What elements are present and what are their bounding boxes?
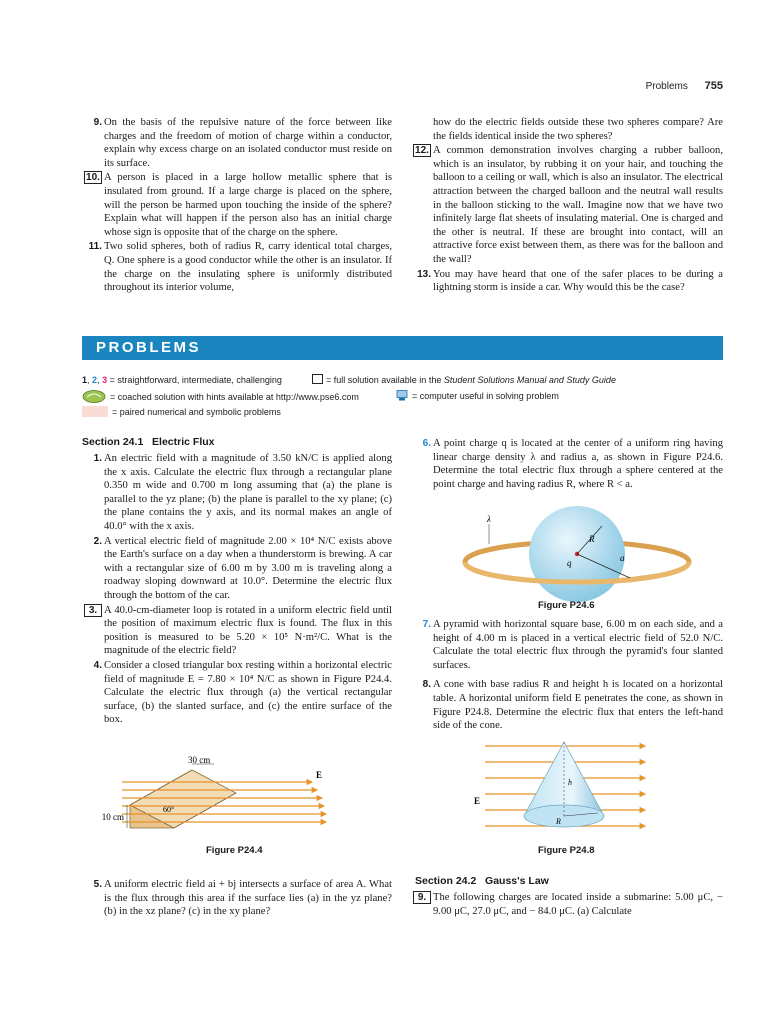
question-text: A common demonstration involves charging a rubber balloon, which is an insulator, by rubbing it on your hair, and touching the balloon to a ceiling or wall, which is also an insulator. The electrical attraction between the charged balloon and the neutral wall results in the balloon sticking to the wall. Imagine now that we have two infinitely large flat sheets of insulating material. One is charged and the other is neutral. If these are brought into contact, will an attractive force exist between them, as there was for the balloon and the wall? bbox=[433, 145, 723, 265]
section-24-1-heading: Section 24.1 Electric Flux bbox=[82, 436, 215, 448]
label-E: E bbox=[316, 770, 323, 780]
label-R: R bbox=[556, 817, 561, 826]
problem-5: 5. A uniform electric field ai + bj intersects a surface of area A. What is the flux through this area if the surface lies (a) in the yz plane? (b) in the xz plane? (c) in the xy plane? bbox=[93, 879, 392, 918]
page-header bbox=[646, 80, 723, 92]
figure-p24-6 bbox=[462, 512, 682, 602]
figure-p24-4 bbox=[101, 750, 352, 840]
problem-7: 7. A pyramid with horizontal square base, 6.00 m on each side, and a height of 4.00 m is placed in a vertical electric field of 52.0 N/C. Calculate the total electric flux through the pyramid's four slanted surfaces. bbox=[422, 619, 723, 671]
question-number: 10. bbox=[84, 171, 102, 184]
question-number: 13. bbox=[417, 268, 431, 280]
question-12 bbox=[411, 144, 723, 266]
question-9 bbox=[82, 116, 392, 170]
label-angle: 60° bbox=[163, 805, 175, 814]
problem-5-block bbox=[82, 878, 392, 920]
problems-right-column bbox=[411, 437, 723, 492]
web-coach-icon bbox=[82, 390, 106, 403]
question-text: On the basis of the repulsive nature of the force between like charges and the freedom of motion of charge within a conductor, explain why excess charge on an isolated conductor must reside on its surface. bbox=[104, 117, 392, 169]
problem-9: 9. The following charges are located inside a submarine: 5.00 μC, − 9.00 μC, 27.0 μC, and − 84.0 μC. (a) Calculate bbox=[411, 891, 723, 918]
header-section: Problems bbox=[645, 81, 688, 92]
label-10cm: 10 cm bbox=[101, 812, 124, 822]
problem-2: 2. A vertical electric field of magnitude 2.00 × 10⁴ N/C exists above the Earth's surface on a day when a thunderstorm is brewing. A car with a rectangular size of 6.00 m by 3.00 m is traveling along a roadway sloping downward at 10.0°. Determine the electric flux through the bottom of the car. bbox=[93, 535, 392, 601]
caption-p24-8: Figure P24.8 bbox=[538, 845, 595, 856]
paired-swatch bbox=[82, 406, 108, 417]
question-number: 11. bbox=[88, 241, 102, 253]
problems-left-column bbox=[82, 452, 392, 728]
problems-banner bbox=[82, 336, 723, 360]
question-11-continued bbox=[411, 116, 723, 143]
question-text: You may have heard that one of the safer places to be during a lightning storm is inside a car. Why would this be the case? bbox=[433, 268, 723, 294]
question-10 bbox=[82, 171, 392, 239]
problem-8: 8. A cone with base radius R and height h is located on a horizontal table. A horizontal uniform field E penetrates the cone, as shown in Figure P24.8. Determine the electric flux that enters the left-hand side of the cone. bbox=[422, 679, 723, 732]
problem-3: 3. A 40.0-cm-diameter loop is rotated in a uniform electric field until the position of maximum electric flux is found. The flux in this position is measured to be 5.20 × 10⁵ N·m²/C. What is the magnitude of the electric field? bbox=[82, 604, 392, 658]
label-q: q bbox=[567, 558, 572, 568]
problem-1: 1. An electric field with a magnitude of 3.50 kN/C is applied along the x axis. Calculate the electric flux through a rectangular plane 0.350 m wide and 0.700 m long assuming that (a) the plane is parallel to the yz plane; (b) the plane is parallel to the xy plane; (c) the plane contains the y axis, and its normal makes an angle of 40.0° with the x axis. bbox=[93, 453, 392, 532]
question-text: Two solid spheres, both of radius R, carry identical total charges, Q. One sphere is a good conductor while the other is an insulator. If the charge on the insulating sphere is uniformly distributed throughout its interior volume, bbox=[104, 241, 392, 294]
figure-p24-8 bbox=[470, 740, 650, 840]
question-text: how do the electric fields outside these two spheres compare? Are the fields identical inside the two spheres? bbox=[433, 117, 723, 142]
section-24-2-heading: Section 24.2 Gauss's Law bbox=[415, 875, 549, 887]
problems-right-column-2 bbox=[411, 618, 723, 734]
page-number: 755 bbox=[704, 80, 723, 92]
question-number: 12. bbox=[413, 144, 431, 157]
question-13 bbox=[411, 268, 723, 295]
label-R: R bbox=[589, 534, 595, 544]
problem-9b-block bbox=[411, 891, 723, 919]
label-30cm: 30 cm bbox=[188, 755, 211, 765]
label-E: E bbox=[474, 796, 481, 806]
legend-computer: = computer useful in solving problem bbox=[396, 390, 559, 402]
caption-p24-4: Figure P24.4 bbox=[206, 845, 263, 856]
label-a: a bbox=[620, 553, 625, 563]
computer-icon bbox=[396, 390, 408, 401]
question-text: A person is placed in a large hollow metallic sphere that is insulated from ground. If a large charge is placed on the sphere, will the person be harmed upon touching the inside of the sphere? Explain what will happen if the person also has an initial charge whose sign is opposite that of the charge on the sphere. bbox=[104, 172, 392, 238]
banner-title: PROBLEMS bbox=[96, 339, 202, 356]
legend-solution: = full solution available in the Student Solutions Manual and Study Guide bbox=[312, 374, 616, 386]
question-number: 9. bbox=[93, 117, 102, 128]
label-lambda: λ bbox=[487, 514, 491, 524]
label-h: h bbox=[568, 778, 572, 787]
square-icon bbox=[312, 374, 323, 384]
legend-difficulty: 1, 2, 3 = straightforward, intermediate, challenging bbox=[82, 375, 282, 385]
legend-coached: = coached solution with hints available at http://www.pse6.com bbox=[82, 390, 359, 403]
question-11 bbox=[82, 240, 392, 294]
legend-paired: = paired numerical and symbolic problems bbox=[82, 406, 281, 418]
problem-4: 4. Consider a closed triangular box resting within a horizontal electric field of magnitude E = 7.80 × 10⁴ N/C as shown in Figure P24.4. Calculate the electric flux through (a) the vertical rectangular surface, (b) the slanted surface, and (c) the entire surface of the box. bbox=[93, 659, 392, 726]
caption-p24-6: Figure P24.6 bbox=[538, 600, 595, 611]
problem-6: 6. A point charge q is located at the center of a uniform ring having linear charge density λ and radius a, as shown in Figure P24.6. Determine the total electric flux through a sphere centered at the point charge and having radius R, where R < a. bbox=[422, 438, 723, 490]
questions-right-column bbox=[411, 116, 723, 296]
questions-left-column bbox=[82, 116, 392, 296]
